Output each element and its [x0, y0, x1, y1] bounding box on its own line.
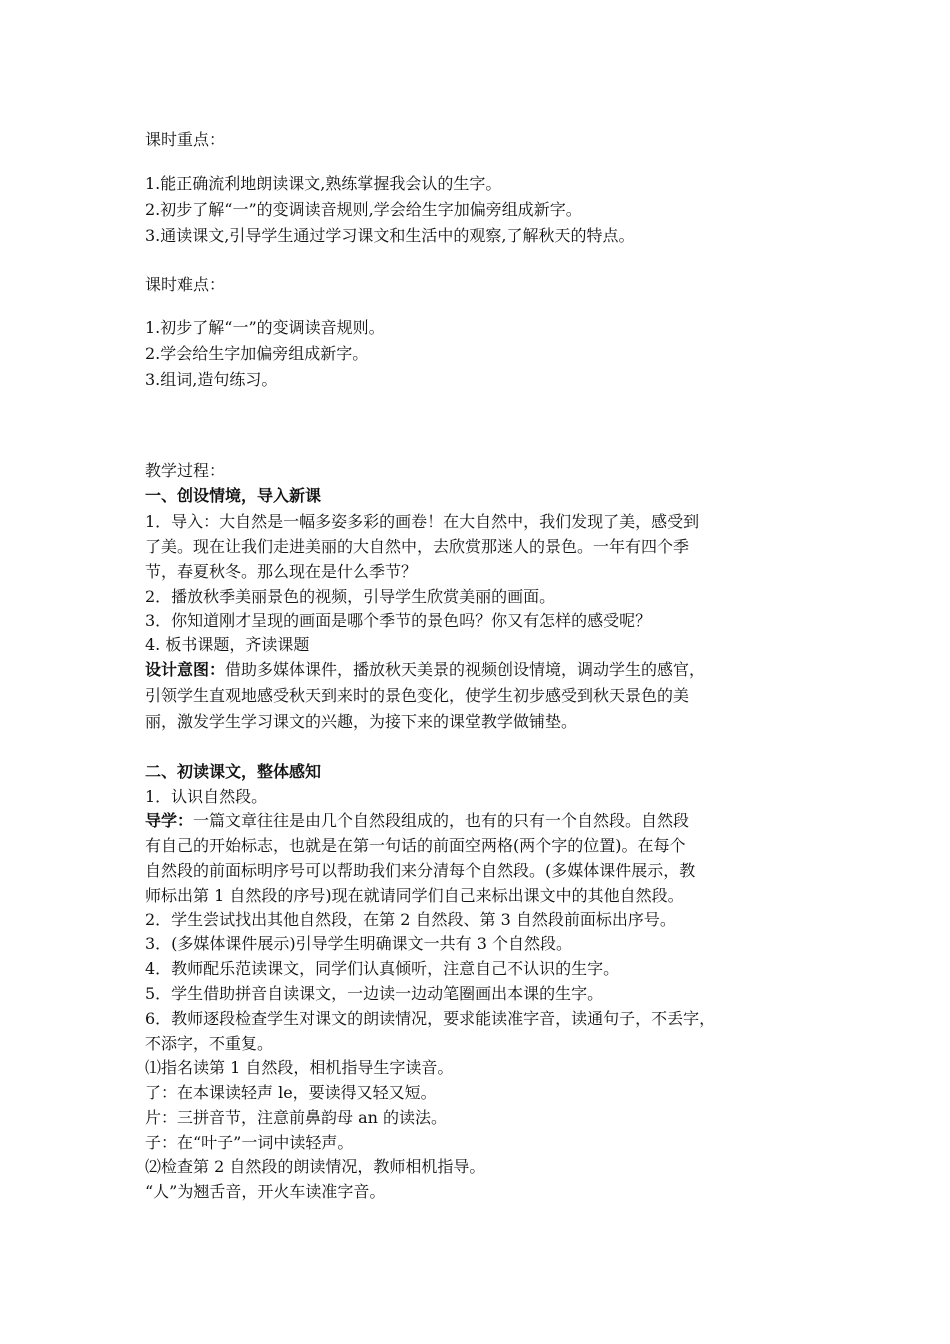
guide-line — [145, 811, 689, 831]
part2-line: 1．认识自然段。 — [145, 787, 268, 806]
part2-line: 子：在“叶子”一词中读轻声。 — [145, 1133, 354, 1152]
design-intent-text: 借助多媒体课件，播放秋天美景的视频创设情境，调动学生的感官， — [225, 660, 706, 679]
guide-text: 一篇文章往往是由几个自然段组成的，也有的只有一个自然段。自然段 — [193, 811, 690, 830]
part1-line: 了美。现在让我们走进美丽的大自然中，去欣赏那迷人的景色。一年有四个季 — [145, 537, 690, 556]
part2-line: 片：三拼音节，注意前鼻韵母 an 的读法。 — [145, 1108, 448, 1127]
part2-line: 5．学生借助拼音自读课文，一边读一边动笔圈画出本课的生字。 — [145, 984, 604, 1003]
design-intent-label: 设计意图： — [145, 660, 226, 679]
difficulties-heading: 课时难点： — [145, 275, 226, 294]
part2-line: 不添字，不重复。 — [145, 1034, 274, 1053]
difficulty-2: 2.学会给生字加偏旁组成新字。 — [145, 344, 369, 363]
difficulty-3: 3.组词,造句练习。 — [145, 370, 278, 389]
part2-line: 6．教师逐段检查学生对课文的朗读情况，要求能读准字音，读通句子，不丢字， — [145, 1009, 716, 1028]
difficulty-1: 1.初步了解“一”的变调读音规则。 — [145, 318, 385, 337]
part1-title: 一、创设情境，导入新课 — [145, 486, 322, 505]
guide-line: 师标出第 1 自然段的序号)现在就请同学们自己来标出课文中的其他自然段。 — [145, 886, 684, 905]
part1-line: 1．导入：大自然是一幅多姿多彩的画卷！在大自然中，我们发现了美，感受到 — [145, 512, 700, 531]
part2-line: ⑴指名读第 1 自然段，相机指导生字读音。 — [145, 1058, 454, 1077]
part2-line: 3．(多媒体课件展示)引导学生明确课文一共有 3 个自然段。 — [145, 934, 573, 953]
part2-line: 4．教师配乐范读课文，同学们认真倾听，注意自己不认识的生字。 — [145, 959, 620, 978]
guide-line: 有自己的开始标志，也就是在第一句话的前面空两格(两个字的位置)。在每个 — [145, 836, 686, 855]
guide-line: 自然段的前面标明序号可以帮助我们来分清每个自然段。(多媒体课件展示，教 — [145, 861, 696, 880]
part1-line: 3．你知道刚才呈现的画面是哪个季节的景色吗？你又有怎样的感受呢？ — [145, 611, 652, 630]
part2-title: 二、初读课文，整体感知 — [145, 762, 322, 781]
part1-line: 4. 板书课题，齐读课题 — [145, 635, 310, 654]
part2-line: 了：在本课读轻声 le，要读得又轻又短。 — [145, 1083, 437, 1102]
part2-line: ⑵检查第 2 自然段的朗读情况，教师相机指导。 — [145, 1157, 486, 1176]
key-point-3: 3.通读课文,引导学生通过学习课文和生活中的观察,了解秋天的特点。 — [145, 226, 635, 245]
design-intent-line — [145, 660, 705, 680]
process-heading: 教学过程： — [145, 461, 226, 480]
guide-label: 导学： — [145, 811, 194, 830]
design-intent-line: 丽，激发学生学习课文的兴趣，为接下来的课堂教学做铺垫。 — [145, 712, 578, 731]
part2-line: 2．学生尝试找出其他自然段，在第 2 自然段、第 3 自然段前面标出序号。 — [145, 910, 676, 929]
key-point-2: 2.初步了解“一”的变调读音规则,学会给生字加偏旁组成新字。 — [145, 200, 582, 219]
key-points-heading: 课时重点： — [145, 130, 226, 149]
part1-line: 2．播放秋季美丽景色的视频，引导学生欣赏美丽的画面。 — [145, 587, 556, 606]
part2-line: “人”为翘舌音，开火车读准字音。 — [145, 1182, 386, 1201]
part1-line: 节，春夏秋冬。那么现在是什么季节？ — [145, 562, 418, 581]
design-intent-line: 引领学生直观地感受秋天到来时的景色变化，使学生初步感受到秋天景色的美 — [145, 686, 690, 705]
key-point-1: 1.能正确流利地朗读课文,熟练掌握我会认的生字。 — [145, 174, 502, 193]
